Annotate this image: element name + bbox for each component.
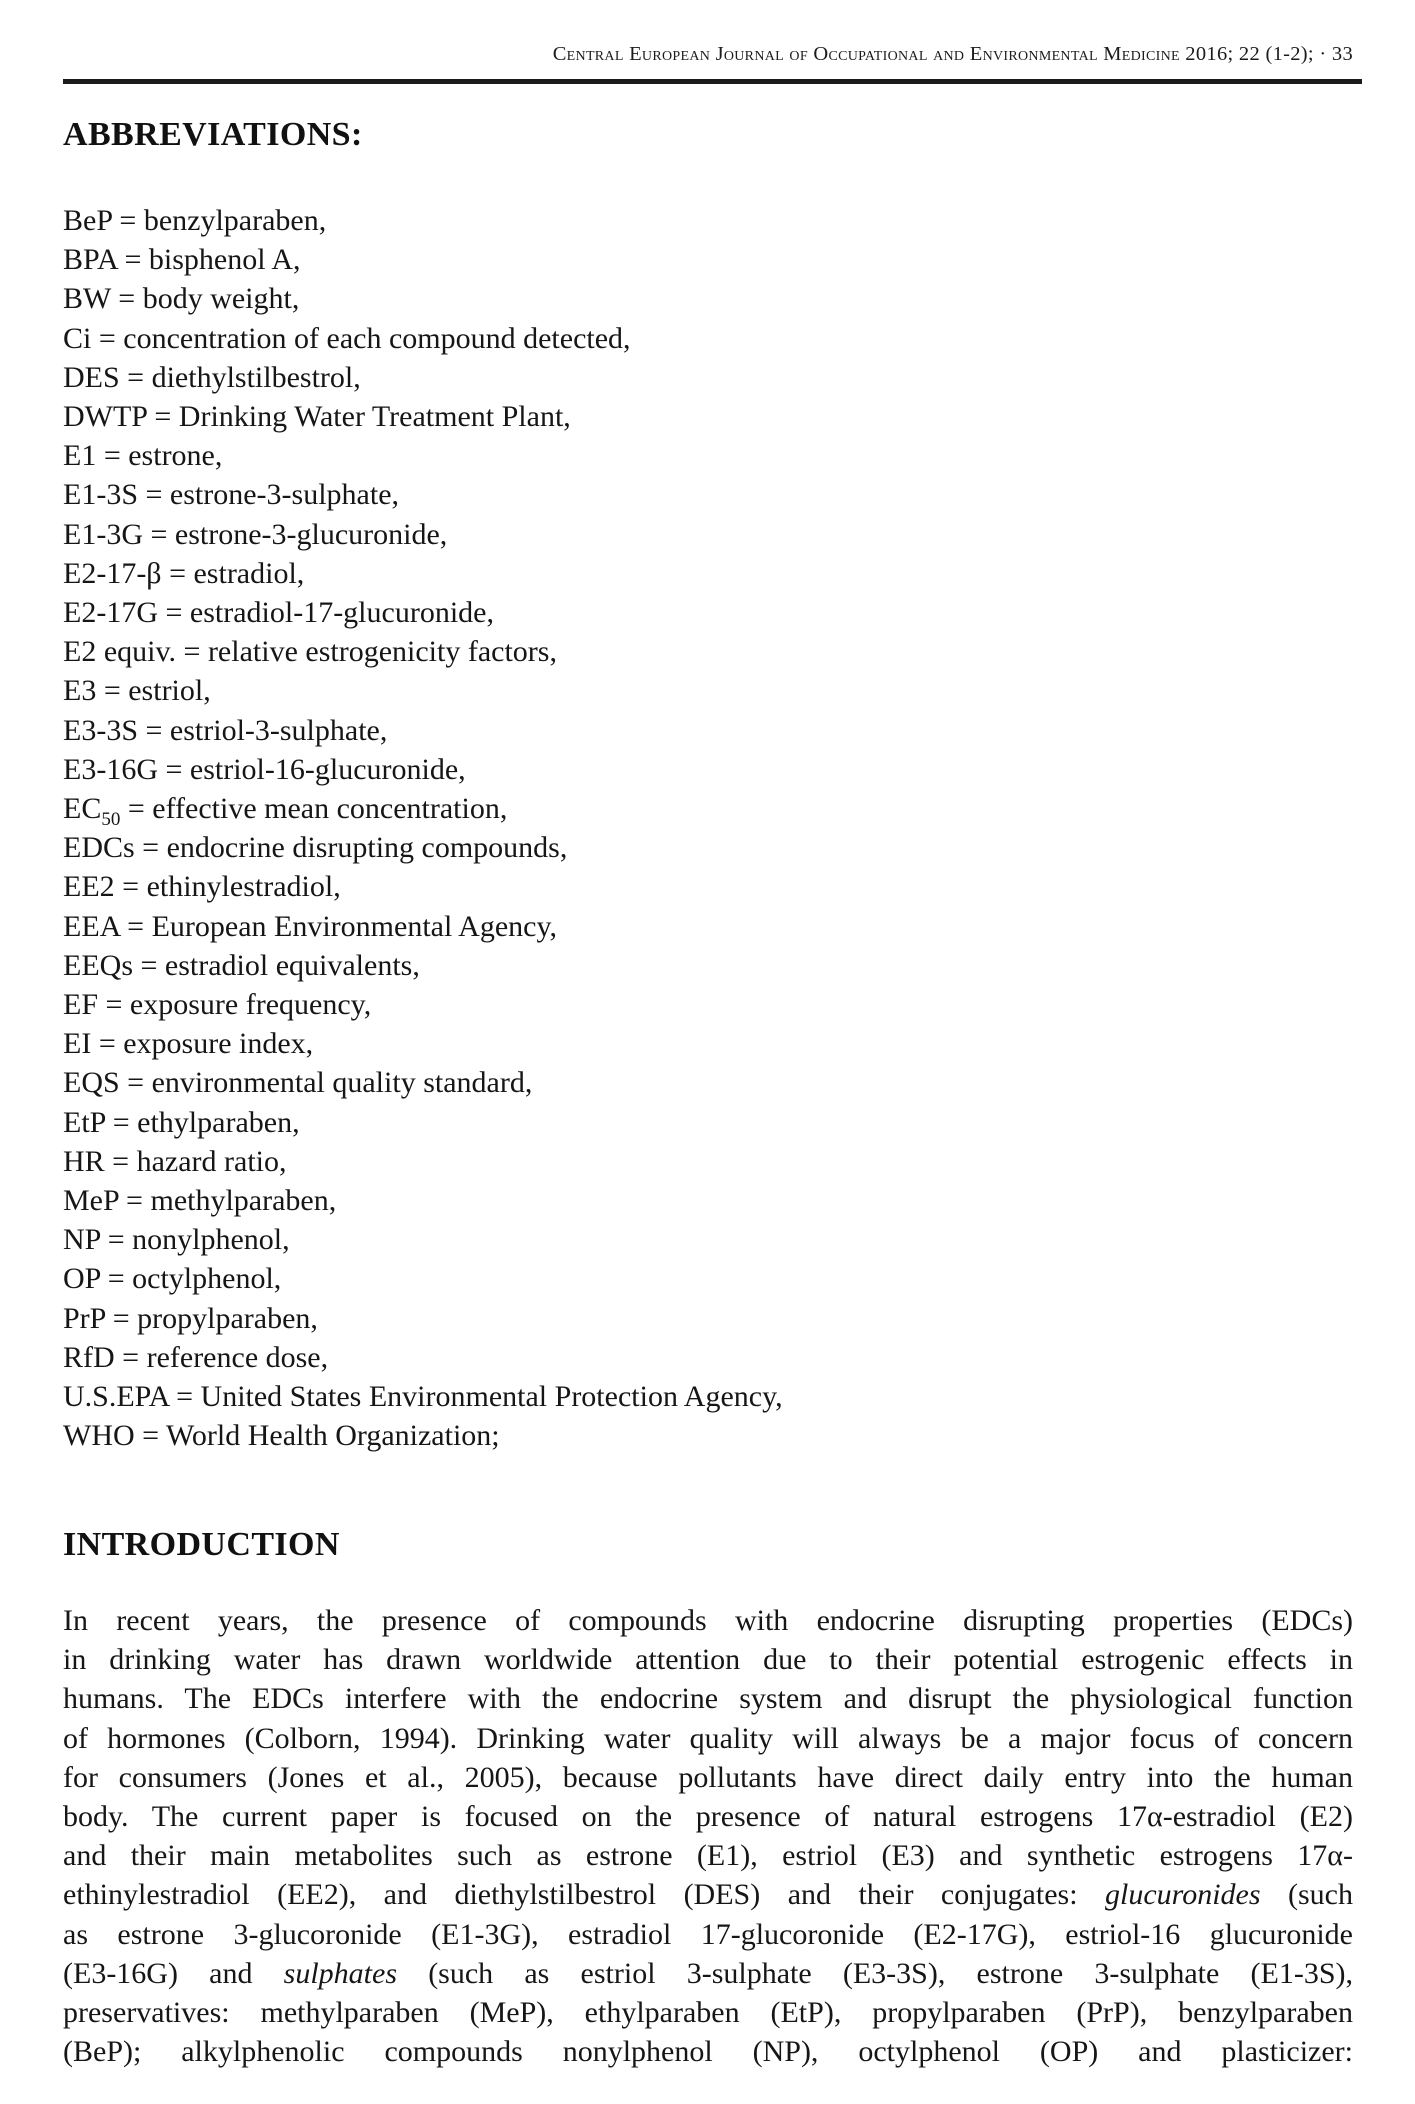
abbreviation-item: DWTP = Drinking Water Treatment Plant, [63, 400, 571, 434]
paragraph-line: in drinking water has drawn worldwide attention due to their potential estrogenic effects in [63, 1643, 1353, 1677]
abbreviation-item: EI = exposure index, [63, 1027, 314, 1061]
abbreviation-item: E3-16G = estriol-16-glucuronide, [63, 752, 466, 786]
paragraph-line: as estrone 3-glucoronide (E1-3G), estradiol 17-glucoronide (E2-17G), estriol-16 glucuronide [63, 1917, 1353, 1951]
abbreviation-item: E1-3S = estrone-3-sulphate, [63, 478, 400, 512]
paragraph-line: (E3-16G) and sulphates (such as estriol 3-sulphate (E3-3S), estrone 3-sulphate (E1-3S), [63, 1956, 1353, 1990]
paragraph-line: and their main metabolites such as estrone (E1), estriol (E3) and synthetic estrogens 17α- [63, 1839, 1353, 1873]
abbreviation-item: Ci = concentration of each compound detected, [63, 321, 631, 355]
paragraph-line: In recent years, the presence of compounds with endocrine disrupting properties (EDCs) [63, 1604, 1353, 1637]
abbreviation-item: WHO = World Health Organization; [63, 1419, 500, 1453]
abbreviation-item: U.S.EPA = United States Environmental Protection Agency, [63, 1380, 783, 1414]
abbreviation-item: $EC_{50}$ = effective mean concentration, [63, 792, 508, 831]
paragraph-line: body. The current paper is focused on the presence of natural estrogens 17α-estradiol (E2) [63, 1800, 1353, 1834]
abbreviation-item: EEA = European Environmental Agency, [63, 909, 558, 943]
abbreviation-item: PrP = propylparaben, [63, 1301, 318, 1335]
abbreviation-item: HR = hazard ratio, [63, 1144, 287, 1178]
abbreviation-list [63, 201, 1353, 1456]
abbreviation-item: E3 = estriol, [63, 674, 211, 708]
abbreviation-item: E1 = estrone, [63, 439, 223, 473]
journal-header-line: Central European Journal of Occupational and Environmental Medicine 2016; 22 (1-2); · 33 [552, 43, 1353, 65]
abbreviation-item: BPA = bisphenol A, [63, 243, 301, 277]
abbreviation-item: E2 equiv. = relative estrogenicity factors, [63, 635, 557, 669]
abbreviation-item: EE2 = ethinylestradiol, [63, 870, 341, 904]
abbreviation-item: RfD = reference dose, [63, 1340, 329, 1374]
introduction-heading: INTRODUCTION [63, 1526, 340, 1563]
header-rule-divider [63, 79, 1362, 84]
paragraph-line: preservatives: methylparaben (MeP), ethylparaben (EtP), propylparaben (PrP), benzylparaben [63, 1996, 1353, 2030]
abbreviation-item: EEQs = estradiol equivalents, [63, 948, 420, 982]
abbreviation-item: EQS = environmental quality standard, [63, 1066, 533, 1100]
abbreviation-item: BW = body weight, [63, 282, 300, 316]
paragraph-line: for consumers (Jones et al., 2005), because pollutants have direct daily entry into the human [63, 1760, 1353, 1794]
paragraph-line: (BeP); alkylphenolic compounds nonylphenol (NP), octylphenol (OP) and plasticizer: [63, 2035, 1353, 2069]
paragraph-line: humans. The EDCs interfere with the endocrine system and disrupt the physiological function [63, 1682, 1353, 1716]
abbreviation-item: MeP = methylparaben, [63, 1184, 337, 1218]
abbreviation-item: E2-17G = estradiol-17-glucuronide, [63, 596, 494, 630]
abbreviation-item: E1-3G = estrone-3-glucuronide, [63, 517, 448, 551]
paragraph-line: ethinylestradiol (EE2), and diethylstilbestrol (DES) and their conjugates: glucuronides (such [63, 1878, 1353, 1912]
abbreviation-item: EDCs = endocrine disrupting compounds, [63, 831, 568, 865]
abbreviation-item: EF = exposure frequency, [63, 988, 372, 1022]
abbreviation-item: OP = octylphenol, [63, 1262, 282, 1296]
introduction-paragraph [63, 1601, 1353, 2071]
abbreviations-heading: ABBREVIATIONS: [63, 116, 363, 153]
abbreviation-item: BeP = benzylparaben, [63, 204, 327, 237]
abbreviation-item: E3-3S = estriol-3-sulphate, [63, 713, 388, 747]
abbreviation-item: NP = nonylphenol, [63, 1223, 290, 1257]
paragraph-line: of hormones (Colborn, 1994). Drinking water quality will always be a major focus of concern [63, 1721, 1353, 1755]
abbreviation-item: EtP = ethylparaben, [63, 1105, 300, 1139]
abbreviation-item: E2-17-β = estradiol, [63, 556, 305, 590]
abbreviation-item: DES = diethylstilbestrol, [63, 360, 361, 394]
